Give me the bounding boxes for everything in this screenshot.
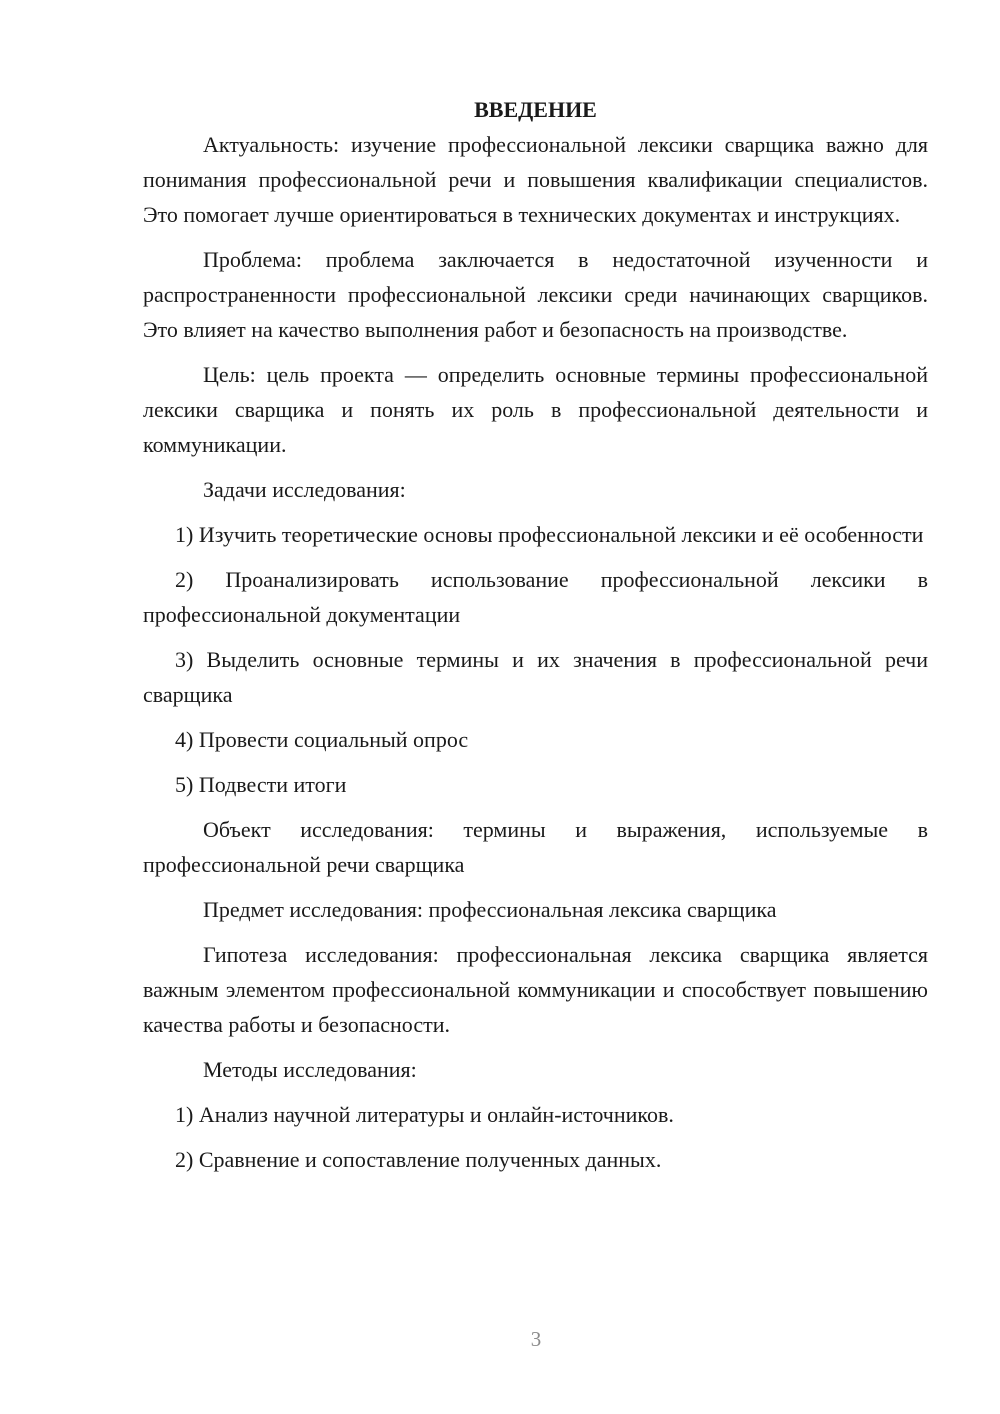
document-body	[143, 92, 928, 1187]
section-title: ВВЕДЕНИЕ	[474, 97, 597, 122]
paragraph-hypothesis: Гипотеза исследования: профессиональная лексика сварщика является важным элементом профессиональной коммуникации и способствует повышению качества работы и безопасности.	[143, 942, 928, 1037]
page-number: 3	[530, 1327, 542, 1351]
method-item: 2) Сравнение и сопоставление полученных данных.	[175, 1147, 662, 1172]
paragraph-object: Объект исследования: термины и выражения, используемые в профессиональной речи сварщика	[143, 817, 928, 877]
task-item: 3) Выделить основные термины и их значения в профессиональной речи сварщика	[143, 647, 928, 707]
task-item: 1) Изучить теоретические основы профессиональной лексики и её особенности	[175, 522, 924, 547]
paragraph-relevance: Актуальность: изучение профессиональной лексики сварщика важно для понимания профессиональной речи и повышения квалификации специалистов. Это помогает лучше ориентироваться в технических документах и инструкциях.	[143, 132, 928, 227]
paragraph-subject: Предмет исследования: профессиональная лексика сварщика	[203, 897, 777, 922]
task-item: 4) Провести социальный опрос	[175, 727, 469, 752]
task-item: 5) Подвести итоги	[175, 772, 347, 797]
paragraph-problem: Проблема: проблема заключается в недостаточной изученности и распространенности профессиональной лексики среди начинающих сварщиков. Это влияет на качество выполнения работ и безопасность на производстве.	[143, 247, 928, 342]
paragraph-methods-heading: Методы исследования:	[203, 1057, 417, 1082]
paragraph-tasks-heading: Задачи исследования:	[203, 477, 406, 502]
task-item: 2) Проанализировать использование профессиональной лексики в профессиональной документации	[143, 567, 928, 627]
method-item: 1) Анализ научной литературы и онлайн-источников.	[175, 1102, 674, 1127]
paragraph-goal: Цель: цель проекта — определить основные термины профессиональной лексики сварщика и понять их роль в профессиональной деятельности и коммуникации.	[143, 362, 928, 457]
